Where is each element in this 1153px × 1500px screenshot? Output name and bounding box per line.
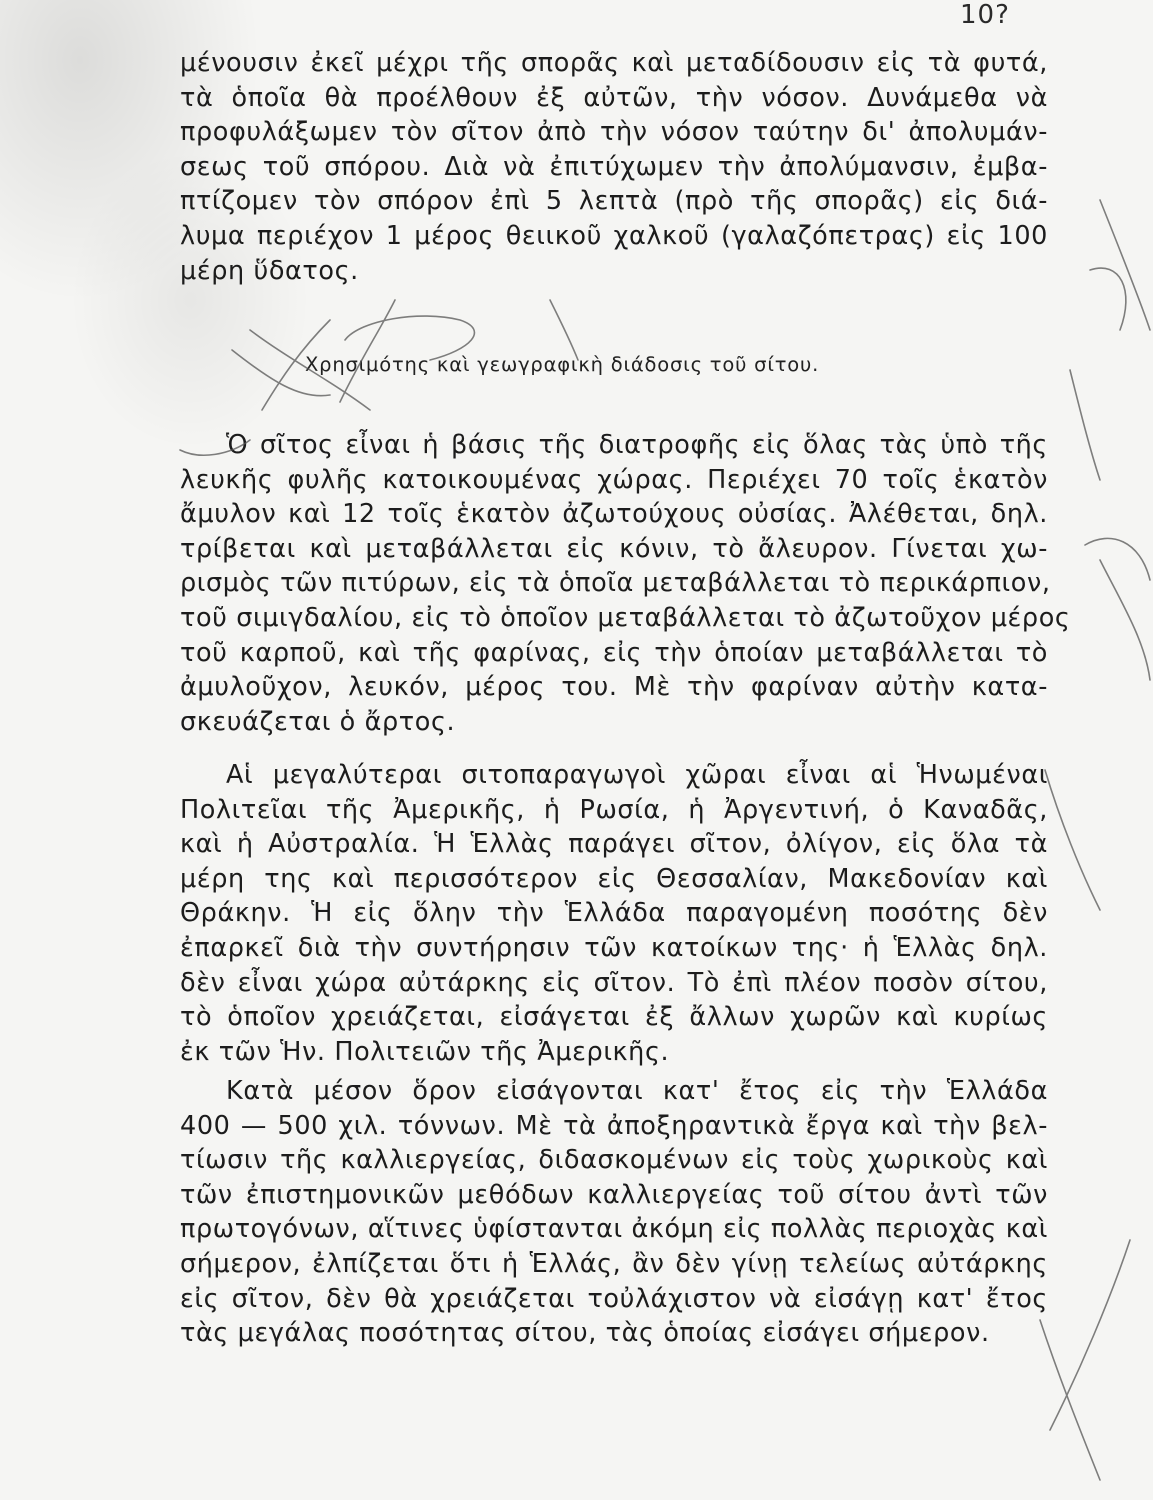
scribble-cross-stroke bbox=[340, 300, 395, 402]
scribble-figure bbox=[1090, 268, 1126, 330]
text-line: τὰ ὁποῖα θὰ προέλθουν ἐξ αὐτῶν, τὴν νόσον. Δυνάμεθα νὰ bbox=[180, 82, 1048, 113]
text-line: εἰς σῖτον, δὲν θὰ χρειάζεται τοὐλάχιστον νὰ εἰσάγῃ κατ' ἔτος bbox=[180, 1283, 1048, 1314]
text-line: καὶ ἡ Αὐστραλία. Ἡ Ἑλλὰς παράγει σῖτον, ὀλίγον, εἰς ὅλα τὰ bbox=[180, 829, 1048, 860]
text-line: δὲν εἶναι χώρα αὐτάρκης εἰς σῖτον. Τὸ ἐπὶ πλέον ποσὸν σίτου, bbox=[180, 967, 1048, 998]
scribble-figure bbox=[1085, 538, 1150, 580]
text-line: μένουσιν ἐκεῖ μέχρι τῆς σπορᾶς καὶ μεταδίδουσιν εἰς τὰ φυτά, bbox=[180, 48, 1048, 78]
text-line: Θράκην. Ἡ εἰς ὅλην τὴν Ἑλλάδα παραγομένη ποσότης δὲν bbox=[180, 898, 1048, 929]
text-line: Πολιτεῖαι τῆς Ἀμερικῆς, ἡ Ρωσία, ἡ Ἀργεντινή, ὁ Καναδᾶς, bbox=[180, 794, 1048, 825]
text-line: μέρη ὕδατος. bbox=[180, 255, 359, 286]
text-line: ἀμυλοῦχον, λευκόν, μέρος του. Μὲ τὴν φαρίναν αὐτὴν κατα- bbox=[180, 672, 1048, 703]
text-line: ἐπαρκεῖ διὰ τὴν συντήρησιν τῶν κατοίκων της· ἡ Ἑλλὰς δηλ. bbox=[180, 932, 1048, 963]
text-line: ἐκ τῶν Ἡν. Πολιτειῶν τῆς Ἀμερικῆς. bbox=[180, 1036, 670, 1067]
text-line: Ὁ σῖτος εἶναι ἡ βάσις τῆς διατροφῆς εἰς ὅλας τὰς ὑπὸ τῆς bbox=[226, 430, 1048, 460]
text-line: σεως τοῦ σπόρου. Διὰ νὰ ἐπιτύχωμεν τὴν ἀπολύμανσιν, ἐμβα- bbox=[180, 151, 1048, 182]
text-line: Κατὰ μέσον ὅρον εἰσάγονται κατ' ἔτος εἰς τὴν Ἑλλάδα bbox=[226, 1076, 1048, 1106]
text-line: ρισμὸς τῶν πιτύρων, εἰς τὰ ὁποῖα μεταβάλλεται τὸ περικάρπιον, bbox=[180, 568, 1051, 599]
scribble-figure bbox=[1070, 370, 1100, 480]
text-line: τρίβεται καὶ μεταβάλλεται εἰς κόνιν, τὸ ἄλευρον. Γίνεται χω- bbox=[180, 533, 1048, 564]
paragraph-3 bbox=[180, 1074, 1048, 1351]
page-number: 10? bbox=[960, 0, 1010, 30]
text-line: ἄμυλον καὶ 12 τοῖς ἑκατὸν ἀζωτούχους οὐσίας. Ἀλέθεται, δηλ. bbox=[180, 499, 1048, 530]
text-line: τοῦ καρποῦ, καὶ τῆς φαρίνας, εἰς τὴν ὁποίαν μεταβάλλεται τὸ bbox=[180, 637, 1048, 668]
text-line: Αἱ μεγαλύτεραι σιτοπαραγωγοὶ χῶραι εἶναι αἱ Ἡνωμέναι bbox=[226, 760, 1048, 790]
text-line: πρωτογόνων, αἵτινες ὑφίστανται ἀκόμη εἰς πολλὰς περιοχὰς καὶ bbox=[180, 1214, 1048, 1245]
scribble-cross-stroke bbox=[1040, 1320, 1100, 1480]
scribble-line bbox=[550, 300, 578, 360]
text-line: σκευάζεται ὁ ἄρτος. bbox=[180, 706, 456, 737]
text-line: τίωσιν τῆς καλλιεργείας, διδασκομένων εἰς τοὺς χωρικοὺς καὶ bbox=[180, 1145, 1048, 1176]
text-line: τὸ ὁποῖον χρειάζεται, εἰσάγεται ἐξ ἄλλων χωρῶν καὶ κυρίως bbox=[180, 1002, 1048, 1033]
text-line: 400 — 500 χιλ. τόννων. Μὲ τὰ ἀποξηραντικὰ ἔργα καὶ τὴν βελ- bbox=[180, 1110, 1048, 1141]
text-line: μέρη της καὶ περισσότερον εἰς Θεσσαλίαν, Μακεδονίαν καὶ bbox=[180, 863, 1048, 894]
text-line: λευκῆς φυλῆς κατοικουμένας χώρας. Περιέχει 70 τοῖς ἑκατὸν bbox=[180, 464, 1048, 495]
paragraph-1 bbox=[180, 428, 1071, 739]
section-heading: Χρησιμότης καὶ γεωγραφικὴ διάδοσις τοῦ σίτου. bbox=[305, 353, 820, 376]
scribble-figure bbox=[1100, 200, 1150, 330]
text-line: πτίζομεν τὸν σπόρον ἐπὶ 5 λεπτὰ (πρὸ τῆς σπορᾶς) εἰς διά- bbox=[180, 186, 1048, 217]
scribble-figure bbox=[1045, 770, 1100, 910]
text-line: τῶν ἐπιστημονικῶν μεθόδων καλλιεργείας τοῦ σίτου ἀντὶ τῶν bbox=[180, 1179, 1048, 1210]
text-line: τὰς μεγάλας ποσότητας σίτου, τὰς ὁποίας εἰσάγει σήμερον. bbox=[180, 1318, 990, 1349]
scribble-cross-stroke bbox=[1050, 1240, 1130, 1430]
text-line: σήμερον, ἐλπίζεται ὅτι ἡ Ἑλλάς, ἂν δὲν γίνῃ τελείως αὐτάρκης bbox=[180, 1248, 1048, 1279]
text-line: τοῦ σιμιγδαλίου, εἰς τὸ ὁποῖον μεταβάλλεται τὸ ἀζωτοῦχον μέρος bbox=[180, 602, 1071, 633]
intro-paragraph bbox=[180, 46, 1048, 288]
paragraph-2 bbox=[180, 758, 1048, 1069]
scribble-figure bbox=[1100, 560, 1150, 680]
text-line: προφυλάξωμεν τὸν σῖτον ἀπὸ τὴν νόσον ταύτην δι' ἀπολυμάν- bbox=[180, 117, 1048, 148]
text-line: λυμα περιέχον 1 μέρος θειικοῦ χαλκοῦ (γαλαζόπετρας) εἰς 100 bbox=[180, 220, 1048, 251]
